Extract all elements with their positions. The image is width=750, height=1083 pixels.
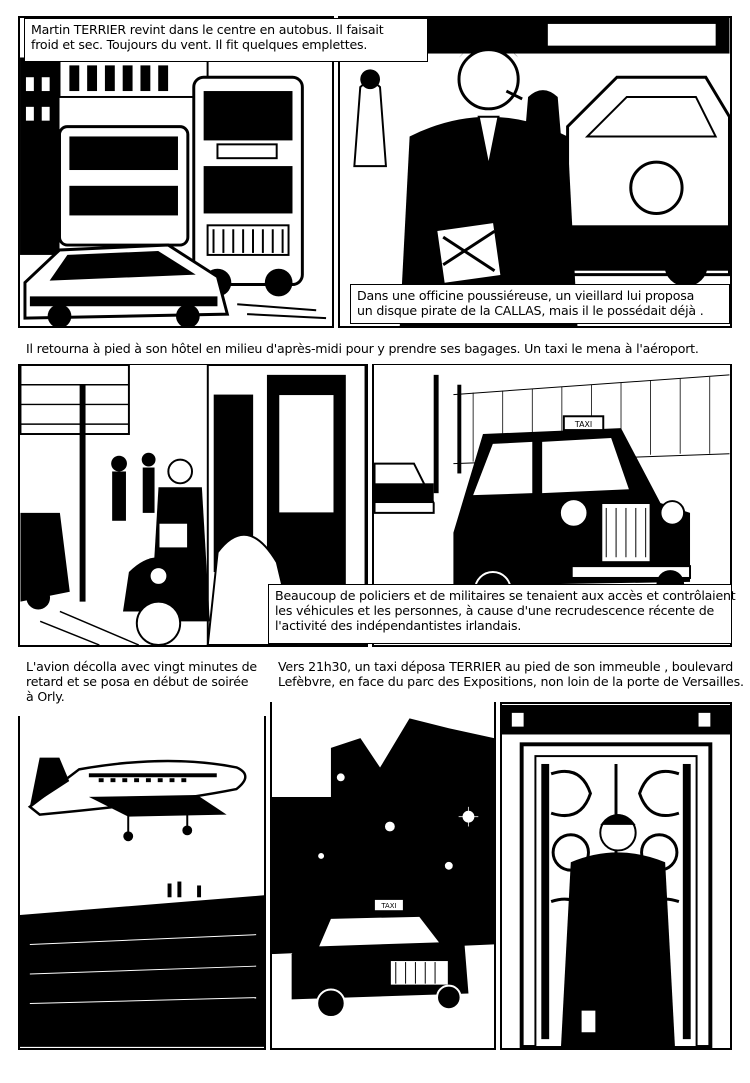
caption-line: à Orly. [26,689,65,704]
caption-line: Lefèbvre, en face du parc des Expositions, non loin de la porte de Versailles. [278,674,744,689]
caption-arrival-home [270,656,744,702]
caption-record-shop [350,284,730,324]
caption-line: retard et se posa en début de soirée [26,674,249,689]
caption-return-hotel [18,338,732,364]
man-at-door-drawing [502,704,730,1048]
caption-line: Martin TERRIER revint dans le centre en autobus. Il faisait [31,22,384,37]
caption-line: froid et sec. Toujours du vent. Il fit quelques emplettes. [31,37,368,52]
panel-man-with-package [338,16,732,328]
taxi-roof-sign: TAXI [574,420,593,430]
caption-line: Beaucoup de policiers et de militaires se tenaient aux accès et contrôlaient [275,588,736,603]
panel-man-at-door [500,702,732,1050]
panel-buses-street [18,16,334,328]
man-with-package-drawing [340,18,730,326]
caption-flight [18,656,266,716]
caption-line: les véhicules et les personnes, à cause d'une recrudescence récente de [275,603,715,618]
caption-line: L'avion décolla avec vingt minutes de [26,659,257,674]
caption-line: un disque pirate de la CALLAS, mais il le possédait déjà . [357,303,704,318]
caption-line: l'activité des indépendantistes irlandais. [275,618,522,633]
airplane-drawing [20,658,264,1048]
buses-street-drawing [20,18,332,326]
caption-line: Dans une officine poussiéreuse, un vieillard lui proposa [357,288,695,303]
panel-night-taxi [270,656,496,1050]
caption-line: Il retourna à pied à son hôtel en milieu d'après-midi pour y prendre ses bagages. Un taxi le mena à l'aéroport. [26,341,699,356]
taxi-roof-sign-night: TAXI [381,902,397,911]
caption-police-checks [268,584,736,644]
night-taxi-drawing [272,658,494,1048]
caption-bus-ride [24,18,428,62]
caption-line: Vers 21h30, un taxi déposa TERRIER au pied de son immeuble , boulevard [278,659,734,674]
